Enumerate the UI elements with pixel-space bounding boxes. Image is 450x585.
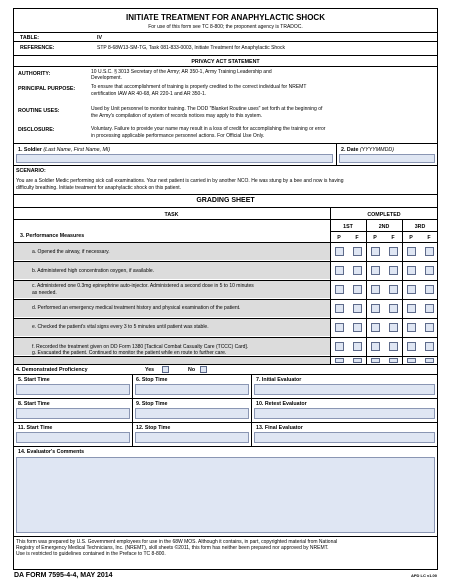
footer-note: This form was prepared by U.S. Government employees for use in the 68W MOS. Although it contains, in part, copyrighted material from National	[16, 539, 338, 545]
measure-text: g. Evacuated the patient. Continued to monitor the patient while en route to further care.	[32, 350, 227, 356]
completion-checkbox[interactable]	[335, 285, 344, 294]
soldier-name-field[interactable]	[16, 154, 333, 163]
start-time-field[interactable]	[16, 384, 130, 395]
field-label: Date	[346, 147, 359, 153]
field-hint: (Last Name, First Name, MI)	[43, 147, 111, 153]
pf-label: P	[337, 235, 341, 241]
purpose-text: To ensure that accomplishment of training is properly credited to the correct individual for NREMT	[91, 84, 307, 90]
start-time-label: 8. Start Time	[18, 401, 50, 407]
scenario-label: SCENARIO:	[16, 168, 46, 174]
pf-label: F	[355, 235, 359, 241]
completion-checkbox[interactable]	[353, 358, 362, 363]
completion-checkbox[interactable]	[425, 358, 434, 363]
completion-checkbox[interactable]	[335, 323, 344, 332]
scenario-text: You are a Soldier Medic performing sick call examinations. Your next patient is carried in by another NCO. He was stung by a bee and now is having	[16, 178, 344, 184]
stop-time-label: 12. Stop Time	[136, 425, 171, 431]
footer-note-cont: Registry of Emergency Medical Technicians, Inc. (NREMT), skill sheets ©2011, this form has neither been prepared nor approved by NREMT.	[16, 545, 329, 551]
divider	[13, 41, 438, 42]
attempt-2nd: 2ND	[378, 224, 390, 230]
completion-checkbox[interactable]	[371, 342, 380, 351]
divider	[13, 422, 438, 423]
footer-note-cont: Use is restricted to guidelines contained in the Preface to TC 8-800.	[16, 551, 166, 557]
routine-text-cont: the Army's compilation of system of records notices may apply to this system.	[91, 113, 263, 119]
completion-checkbox[interactable]	[407, 266, 416, 275]
evaluator-label: 7. Initial Evaluator	[256, 377, 302, 383]
completion-checkbox[interactable]	[335, 266, 344, 275]
completion-checkbox[interactable]	[353, 247, 362, 256]
reference-value: STP 8-68W13-SM-TG, Task 081-833-0003, Initiate Treatment for Anaphylactic Shock	[97, 45, 285, 51]
evaluator-label: 10. Retest Evaluator	[256, 401, 307, 407]
pf-label: F	[391, 235, 395, 241]
completion-checkbox[interactable]	[371, 323, 380, 332]
completion-checkbox[interactable]	[407, 342, 416, 351]
routine-label: ROUTINE USES:	[18, 108, 60, 114]
completion-checkbox[interactable]	[371, 304, 380, 313]
completion-checkbox[interactable]	[407, 323, 416, 332]
completion-checkbox[interactable]	[425, 247, 434, 256]
authority-label: AUTHORITY:	[18, 71, 51, 77]
measure-text: b. Administered high concentration oxygen, if available.	[32, 268, 155, 274]
proficiency-no-checkbox[interactable]	[200, 366, 207, 373]
task-column-header: TASK	[164, 212, 179, 218]
field-label: Soldier	[23, 147, 42, 153]
divider	[13, 398, 438, 399]
divider	[13, 194, 438, 195]
completion-checkbox[interactable]	[371, 247, 380, 256]
proficiency-no-label: No	[188, 367, 196, 373]
completion-checkbox[interactable]	[353, 342, 362, 351]
performance-measures-label: 3. Performance Measures	[20, 233, 85, 239]
completion-checkbox[interactable]	[389, 285, 398, 294]
completion-checkbox[interactable]	[425, 304, 434, 313]
stop-time-label: 6. Stop Time	[136, 377, 168, 383]
table-label: TABLE:	[20, 35, 40, 41]
field-hint: (YYYYMMDD)	[359, 147, 395, 153]
completion-checkbox[interactable]	[371, 358, 380, 363]
stop-time-field[interactable]	[135, 432, 249, 443]
completion-checkbox[interactable]	[389, 323, 398, 332]
purpose-text-cont: certification IAW AR 40-68, AR 220-1 and AR 350-1.	[91, 91, 207, 97]
comments-field[interactable]	[16, 457, 435, 533]
form-title: INITIATE TREATMENT FOR ANAPHYLACTIC SHOCK	[126, 13, 325, 22]
evaluator-field[interactable]	[254, 408, 435, 419]
completed-column-header: COMPLETED	[367, 212, 401, 218]
measure-text: e. Checked the patient's vital signs every 3 to 5 minutes until patient was stable.	[32, 324, 209, 330]
pf-label: F	[427, 235, 431, 241]
attempt-1st: 1ST	[343, 224, 353, 230]
divider	[13, 374, 438, 375]
completion-checkbox[interactable]	[407, 304, 416, 313]
completion-checkbox[interactable]	[353, 323, 362, 332]
completion-checkbox[interactable]	[335, 342, 344, 351]
completion-checkbox[interactable]	[425, 342, 434, 351]
disclosure-text-cont: in processing applicable performance personnel actions. For Official Use Only.	[91, 133, 265, 139]
divider	[330, 231, 438, 232]
routine-text: Used by Unit personnel to monitor training. The DOD "Blanket Routine uses" set forth at the beginning of	[91, 106, 323, 112]
form-version: APD LC v1.00	[410, 573, 437, 578]
completion-checkbox[interactable]	[389, 304, 398, 313]
completion-checkbox[interactable]	[353, 304, 362, 313]
form-subtitle: For use of this form see TC 8-800; the proponent agency is TRADOC.	[148, 24, 303, 30]
table-value: IV	[97, 35, 103, 41]
field-number: 1.	[18, 147, 23, 153]
divider	[251, 374, 252, 446]
pf-label: P	[373, 235, 377, 241]
evaluator-field[interactable]	[254, 384, 435, 395]
completion-checkbox[interactable]	[371, 266, 380, 275]
completion-checkbox[interactable]	[425, 285, 434, 294]
divider	[336, 143, 337, 165]
completion-checkbox[interactable]	[389, 247, 398, 256]
completion-checkbox[interactable]	[335, 304, 344, 313]
completion-checkbox[interactable]	[371, 285, 380, 294]
completion-checkbox[interactable]	[425, 323, 434, 332]
purpose-label: PRINCIPAL PURPOSE:	[18, 86, 76, 92]
date-label	[341, 147, 394, 153]
stop-time-field[interactable]	[135, 408, 249, 419]
completion-checkbox[interactable]	[353, 285, 362, 294]
scenario-text-cont: difficulty breathing. Initiate treatment for anaphylactic shock on this patient.	[16, 185, 181, 191]
divider	[13, 66, 438, 67]
completion-checkbox[interactable]	[389, 342, 398, 351]
completion-checkbox[interactable]	[407, 285, 416, 294]
comments-label: 14. Evaluator's Comments	[18, 449, 85, 455]
completion-checkbox[interactable]	[335, 247, 344, 256]
divider	[13, 219, 438, 220]
start-time-field[interactable]	[16, 408, 130, 419]
completion-checkbox[interactable]	[389, 266, 398, 275]
completion-checkbox[interactable]	[389, 358, 398, 363]
divider	[13, 143, 438, 144]
completion-checkbox[interactable]	[425, 266, 434, 275]
stop-time-label: 9. Stop Time	[136, 401, 168, 407]
evaluator-field[interactable]	[254, 432, 435, 443]
measure-row-bg	[14, 357, 330, 364]
disclosure-text: Voluntary. Failure to provide your name may result in a loss of credit for accomplishing the training or error	[91, 126, 326, 132]
measure-text: f. Recorded the treatment given on DD Form 1380 [Tactical Combat Casualty Care (TCCC) Card].	[32, 344, 249, 350]
divider	[13, 536, 438, 537]
attempt-3rd: 3RD	[414, 224, 426, 230]
authority-text-cont: Development.	[91, 75, 122, 81]
completion-checkbox[interactable]	[335, 358, 344, 363]
soldier-name-label	[18, 147, 110, 153]
disclosure-label: DISCLOSURE:	[18, 127, 55, 133]
divider	[132, 374, 133, 446]
grading-heading: GRADING SHEET	[196, 197, 255, 204]
start-time-label: 11. Start Time	[18, 425, 53, 431]
divider	[13, 446, 438, 447]
evaluator-label: 13. Final Evaluator	[256, 425, 303, 431]
divider	[13, 364, 438, 365]
start-time-label: 5. Start Time	[18, 377, 50, 383]
stop-time-field[interactable]	[135, 384, 249, 395]
divider	[13, 32, 438, 33]
measure-text: c. Administered one 0.3mg epinephrine auto-injector. Administered a second dose in 5 to 10 minutes	[32, 283, 254, 289]
start-time-field[interactable]	[16, 432, 130, 443]
completion-checkbox[interactable]	[407, 247, 416, 256]
date-field[interactable]	[339, 154, 435, 163]
measure-text: d. Performed an emergency medical treatment history and physical examination of the patient.	[32, 305, 241, 311]
divider	[13, 55, 438, 56]
divider	[13, 165, 438, 166]
measure-text: a. Opened the airway, if necessary.	[32, 249, 110, 255]
pf-label: P	[409, 235, 413, 241]
completion-checkbox[interactable]	[353, 266, 362, 275]
privacy-heading: PRIVACY ACT STATEMENT	[191, 59, 260, 65]
field-number: 2.	[341, 147, 346, 153]
divider	[13, 207, 438, 208]
proficiency-yes-label: Yes	[145, 367, 155, 373]
authority-text: 10 U.S.C. § 3013 Secretary of the Army; AR 350-1, Army Training Leadership and	[91, 69, 272, 75]
reference-label: REFERENCE:	[20, 45, 55, 51]
completion-checkbox[interactable]	[407, 358, 416, 363]
form-identifier: DA FORM 7595-4-4, MAY 2014	[14, 572, 113, 579]
proficiency-label: 4. Demonstrated Proficiency	[16, 367, 88, 373]
proficiency-yes-checkbox[interactable]	[162, 366, 169, 373]
measure-text-cont: as needed.	[32, 290, 57, 296]
